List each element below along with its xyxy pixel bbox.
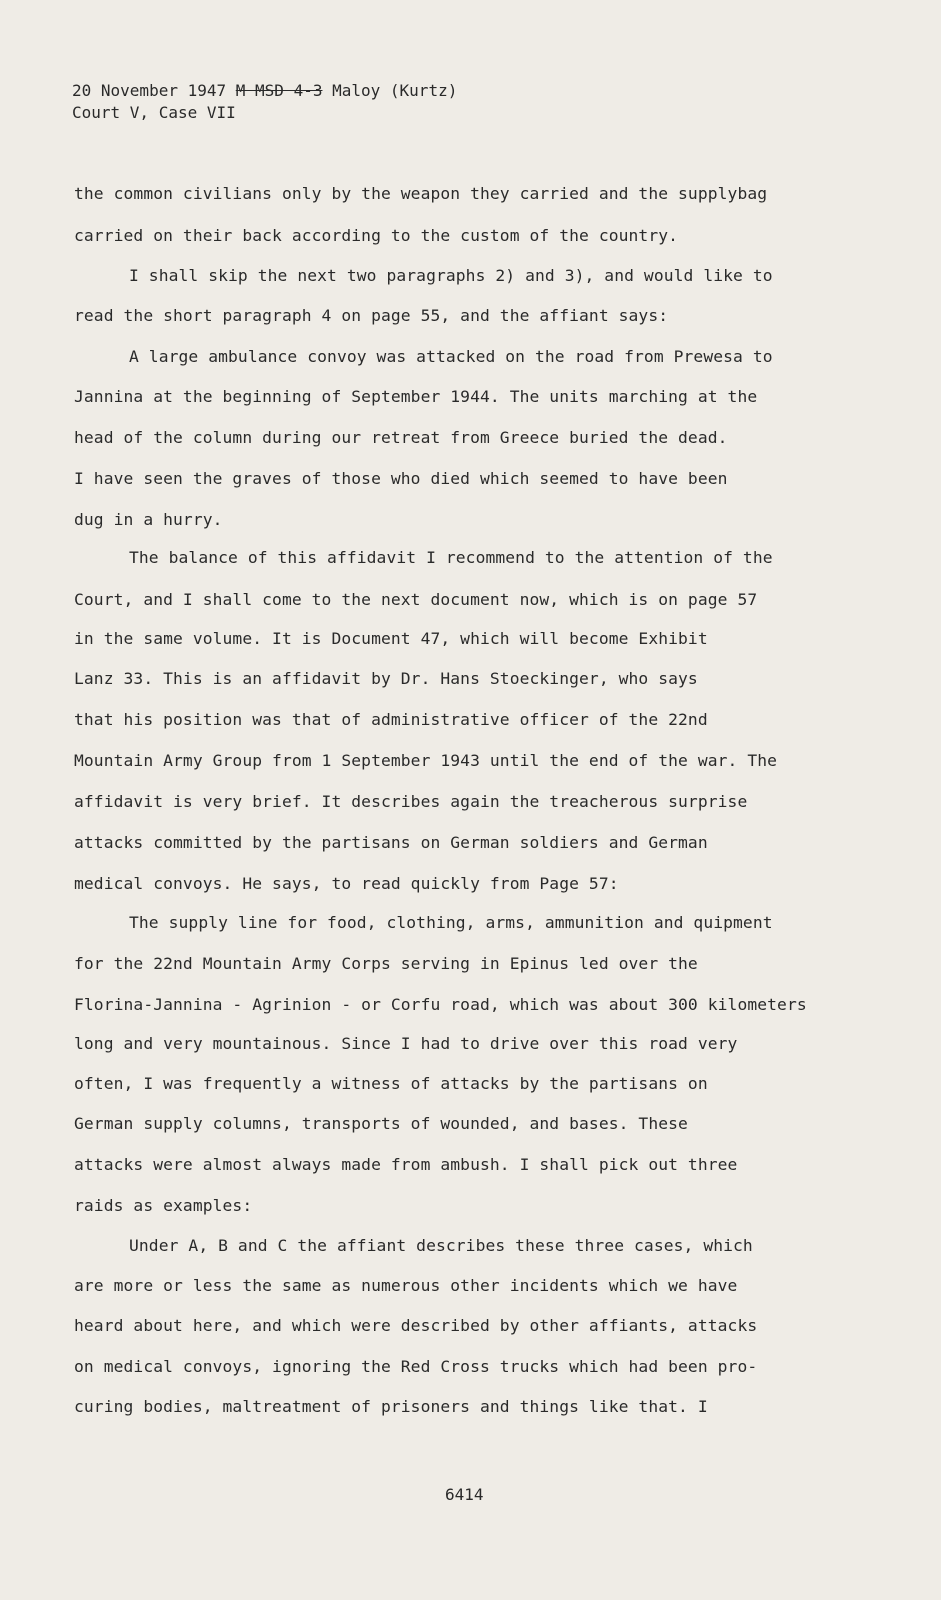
body-line: Court, and I shall come to the next document now, which is on page 57	[74, 590, 758, 609]
page-number: 6414	[445, 1485, 484, 1504]
body-line: long and very mountainous. Since I had to drive over this road very	[74, 1034, 738, 1053]
body-line: Lanz 33. This is an affidavit by Dr. Hans Stoeckinger, who says	[74, 669, 698, 688]
body-line: medical convoys. He says, to read quickly from Page 57:	[74, 874, 619, 893]
body-line: A large ambulance convoy was attacked on the road from Prewesa to	[129, 347, 773, 366]
body-line: head of the column during our retreat from Greece buried the dead.	[74, 428, 728, 447]
header-name: Maloy (Kurtz)	[332, 81, 458, 100]
body-line: that his position was that of administrative officer of the 22nd	[74, 710, 708, 729]
body-line: read the short paragraph 4 on page 55, and the affiant says:	[74, 306, 669, 325]
body-line: The supply line for food, clothing, arms, ammunition and quipment	[129, 913, 773, 932]
body-line: in the same volume. It is Document 47, which will become Exhibit	[74, 629, 708, 648]
body-line: dug in a hurry.	[74, 510, 223, 529]
body-line: attacks committed by the partisans on German soldiers and German	[74, 833, 708, 852]
body-line: I shall skip the next two paragraphs 2) and 3), and would like to	[129, 266, 773, 285]
header-reference: M MSD 4-3	[235, 81, 323, 100]
body-line: for the 22nd Mountain Army Corps serving in Epinus led over the	[74, 954, 698, 973]
header-line-1	[72, 80, 457, 102]
document-header	[72, 80, 457, 124]
body-line: I have seen the graves of those who died which seemed to have been	[74, 469, 728, 488]
body-line: on medical convoys, ignoring the Red Cross trucks which had been pro-	[74, 1357, 758, 1376]
body-line: often, I was frequently a witness of attacks by the partisans on	[74, 1074, 708, 1093]
header-line-2: Court V, Case VII	[72, 103, 236, 122]
body-line: are more or less the same as numerous other incidents which we have	[74, 1276, 738, 1295]
body-line: the common civilians only by the weapon they carried and the supplybag	[74, 184, 768, 203]
body-line: Mountain Army Group from 1 September 1943 until the end of the war. The	[74, 751, 778, 770]
body-line: The balance of this affidavit I recommend to the attention of the	[129, 548, 773, 567]
body-line: heard about here, and which were described by other affiants, attacks	[74, 1316, 758, 1335]
header-date: 20 November 1947	[72, 81, 227, 100]
body-line: attacks were almost always made from ambush. I shall pick out three	[74, 1155, 738, 1174]
body-line: German supply columns, transports of wounded, and bases. These	[74, 1114, 688, 1133]
body-line: Under A, B and C the affiant describes these three cases, which	[129, 1236, 753, 1255]
body-line: raids as examples:	[74, 1196, 253, 1215]
body-line: carried on their back according to the custom of the country.	[74, 226, 679, 245]
body-line: Jannina at the beginning of September 1944. The units marching at the	[74, 387, 758, 406]
body-line: curing bodies, maltreatment of prisoners and things like that. I	[74, 1397, 708, 1416]
body-line: affidavit is very brief. It describes again the treacherous surprise	[74, 792, 748, 811]
body-line: Florina-Jannina - Agrinion - or Corfu road, which was about 300 kilometers	[74, 995, 807, 1014]
